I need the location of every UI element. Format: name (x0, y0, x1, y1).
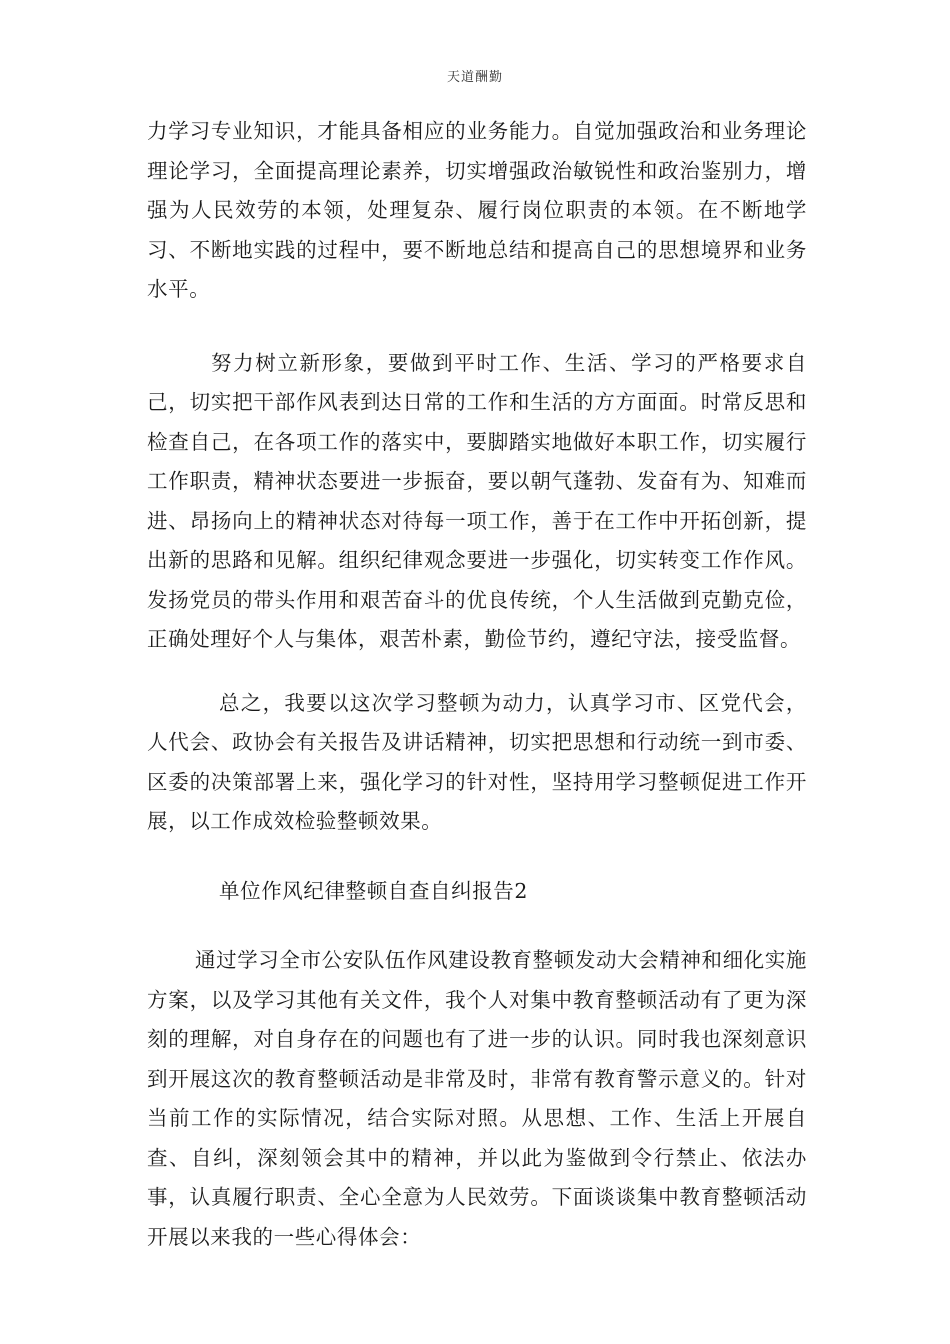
paragraph-report-intro: 通过学习全市公安队伍作风建设教育整顿发动大会精神和细化实施方案，以及学习其他有关文件，我个人对集中教育整顿活动有了更为深刻的理解，对自身存在的问题也有了进一步的认识。同时我也深刻意识到开展这次的教育整顿活动是非常及时，非常有教育警示意义的。针对当前工作的实际情况，结合实际对照。从思想、工作、生活上开展自查、自纠，深刻领会其中的精神，并以此为鉴做到令行禁止、依法办事，认真履行职责、全心全意为人民效劳。下面谈谈集中教育整顿活动开展以来我的一些心得体会： (147, 948, 807, 1249)
paragraph-study-knowledge: 力学习专业知识，才能具备相应的业务能力。自觉加强政治和业务理论理论学习，全面提高理论素养，切实增强政治敏锐性和政治鉴别力，增强为人民效劳的本领，处理复杂、履行岗位职责的本领。在不断地学习、不断地实践的过程中，要不断地总结和提高自己的思想境界和业务水平。 (147, 119, 807, 301)
section-title: 单位作风纪律整顿自查自纠报告2 (219, 878, 529, 903)
paragraph-new-image: 努力树立新形象，要做到平时工作、生活、学习的严格要求自己，切实把干部作风表到达日常的工作和生活的方方面面。时常反思和检查自己，在各项工作的落实中，要脚踏实地做好本职工作，切实履行工作职责，精神状态要进一步振奋，要以朝气蓬勃、发奋有为、知难而进、昂扬向上的精神状态对待每一项工作，善于在工作中开拓创新，提出新的思路和见解。组织纪律观念要进一步强化，切实转变工作作风。发扬党员的带头作用和艰苦奋斗的优良传统，个人生活做到克勤克俭，正确处理好个人与集体，艰苦朴素，勤俭节约，遵纪守法，接受监督。 (147, 350, 807, 651)
document-body (147, 112, 807, 1257)
paragraph-conclusion: 总之，我要以这次学习整顿为动力，认真学习市、区党代会，人代会、政协会有关报告及讲话精神，切实把思想和行动统一到市委、区委的决策部署上来，强化学习的针对性，坚持用学习整顿促进工作开展，以工作成效检验整顿效果。 (147, 690, 807, 833)
page-header: 天道酬勤 (446, 70, 503, 85)
